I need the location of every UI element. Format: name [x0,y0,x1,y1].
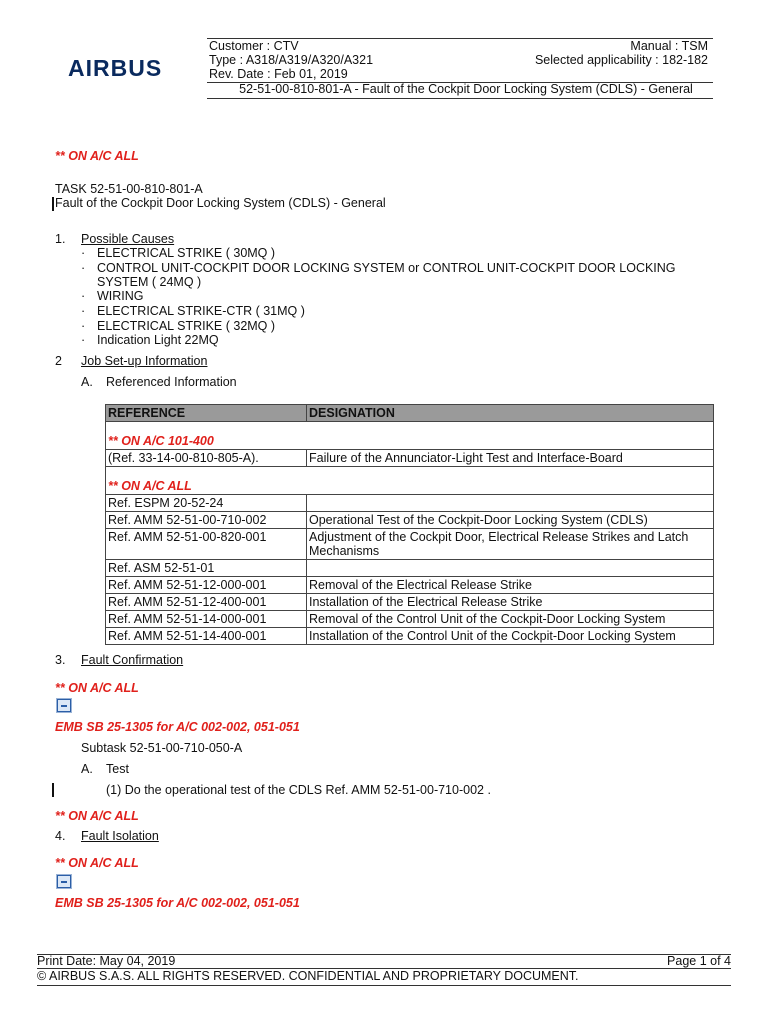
column-header: REFERENCE [106,405,307,422]
designation-cell: Removal of the Electrical Release Strike [307,577,714,594]
subsection-title: Referenced Information [106,375,237,389]
bullet: · [81,289,86,303]
footer-bottom-rule [37,985,731,986]
bullet: · [81,333,86,347]
table-row [106,594,714,611]
header-task-title: 52-51-00-810-801-A - Fault of the Cockpit Door Locking System (CDLS) - General [239,82,693,96]
table-row [106,512,714,529]
effectivity-label: ** ON A/C ALL [55,856,139,870]
designation-cell: Adjustment of the Cockpit Door, Electrical Release Strikes and Latch Mechanisms [307,529,714,560]
procedure-step: (1) Do the operational test of the CDLS Ref. AMM 52-51-00-710-002 . [106,783,491,797]
reference-cell: Ref. ESPM 20-52-24 [106,495,307,512]
table-row [106,628,714,645]
designation-cell: Operational Test of the Cockpit-Door Locking System (CDLS) [307,512,714,529]
reference-cell: Ref. AMM 52-51-12-000-001 [106,577,307,594]
airbus-logo: AIRBUS [68,55,163,81]
collapse-toggle[interactable] [56,874,72,889]
table-row [106,495,714,512]
bullet: · [81,246,86,260]
section-title-fault-confirmation: Fault Confirmation [81,653,184,667]
change-bar [52,783,54,797]
section-number: 4. [55,829,66,843]
designation-cell: Installation of the Electrical Release Strike [307,594,714,611]
cause-item: ELECTRICAL STRIKE ( 32MQ ) [97,319,276,333]
header-type: Type : A318/A319/A320/A321 [209,53,374,67]
cause-item: CONTROL UNIT-COCKPIT DOOR LOCKING SYSTEM or CONTROL UNIT-COCKPIT DOOR LOCKING [97,261,676,275]
table-effectivity-cell [106,422,714,450]
subsection-letter: A. [81,375,93,389]
table-row [106,529,714,560]
cause-item: Indication Light 22MQ [97,333,219,347]
change-bar [52,197,54,211]
subsection-title: Test [106,762,129,776]
minus-icon[interactable] [57,699,71,712]
table-effectivity-cell [106,467,714,495]
copyright-notice: © AIRBUS S.A.S. ALL RIGHTS RESERVED. CONFIDENTIAL AND PROPRIETARY DOCUMENT. [37,969,579,983]
cause-item-continuation: SYSTEM ( 24MQ ) [97,275,202,289]
designation-cell: Installation of the Control Unit of the Cockpit-Door Locking System [307,628,714,645]
section-number: 1. [55,232,66,246]
effectivity-label: ** ON A/C 101-400 [108,434,214,448]
header-rev-date: Rev. Date : Feb 01, 2019 [209,67,348,81]
column-header: DESIGNATION [307,405,714,422]
reference-cell: (Ref. 33-14-00-810-805-A). [106,450,307,467]
header-manual: Manual : TSM [630,39,708,53]
header-applicability: Selected applicability : 182-182 [534,53,708,67]
effectivity-label: ** ON A/C ALL [55,149,139,163]
cause-item: WIRING [97,289,144,303]
header-customer: Customer : CTV [209,39,299,53]
task-title: Fault of the Cockpit Door Locking System (CDLS) - General [55,196,386,210]
bullet: · [81,319,86,333]
collapse-toggle[interactable] [56,698,72,713]
reference-cell: Ref. AMM 52-51-00-820-001 [106,529,307,560]
designation-cell [307,560,714,577]
table-effectivity-row [106,467,714,495]
reference-cell: Ref. AMM 52-51-12-400-001 [106,594,307,611]
reference-table [105,404,714,645]
cause-item: ELECTRICAL STRIKE ( 30MQ ) [97,246,276,260]
header-bottom-rule [207,98,713,99]
effectivity-label: ** ON A/C ALL [108,479,192,493]
emb-effectivity: EMB SB 25-1305 for A/C 002-002, 051-051 [55,896,300,910]
table-row [106,611,714,628]
table-effectivity-row [106,422,714,450]
page-number: Page 1 of 4 [667,954,731,968]
table-row [106,577,714,594]
task-number: TASK 52-51-00-810-801-A [55,182,203,196]
bullet: · [81,304,86,318]
reference-cell: Ref. AMM 52-51-14-400-001 [106,628,307,645]
effectivity-label: ** ON A/C ALL [55,809,139,823]
section-title-fault-isolation: Fault Isolation [81,829,159,843]
designation-cell: Failure of the Annunciator-Light Test and Interface-Board [307,450,714,467]
minus-icon[interactable] [57,875,71,888]
reference-cell: Ref. AMM 52-51-14-000-001 [106,611,307,628]
reference-cell: Ref. AMM 52-51-00-710-002 [106,512,307,529]
emb-effectivity: EMB SB 25-1305 for A/C 002-002, 051-051 [55,720,300,734]
table-header-row [106,405,714,422]
designation-cell [307,495,714,512]
print-date: Print Date: May 04, 2019 [37,954,176,968]
table-row [106,450,714,467]
section-title-possible-causes: Possible Causes [81,232,175,246]
section-number: 2 [55,354,62,368]
subtask-number: Subtask 52-51-00-710-050-A [81,741,243,755]
section-title-job-setup: Job Set-up Information [81,354,208,368]
reference-cell: Ref. ASM 52-51-01 [106,560,307,577]
subsection-letter: A. [81,762,93,776]
designation-cell: Removal of the Control Unit of the Cockpit-Door Locking System [307,611,714,628]
bullet: · [81,261,86,275]
table-row [106,560,714,577]
section-number: 3. [55,653,66,667]
effectivity-label: ** ON A/C ALL [55,681,139,695]
cause-item: ELECTRICAL STRIKE-CTR ( 31MQ ) [97,304,305,318]
